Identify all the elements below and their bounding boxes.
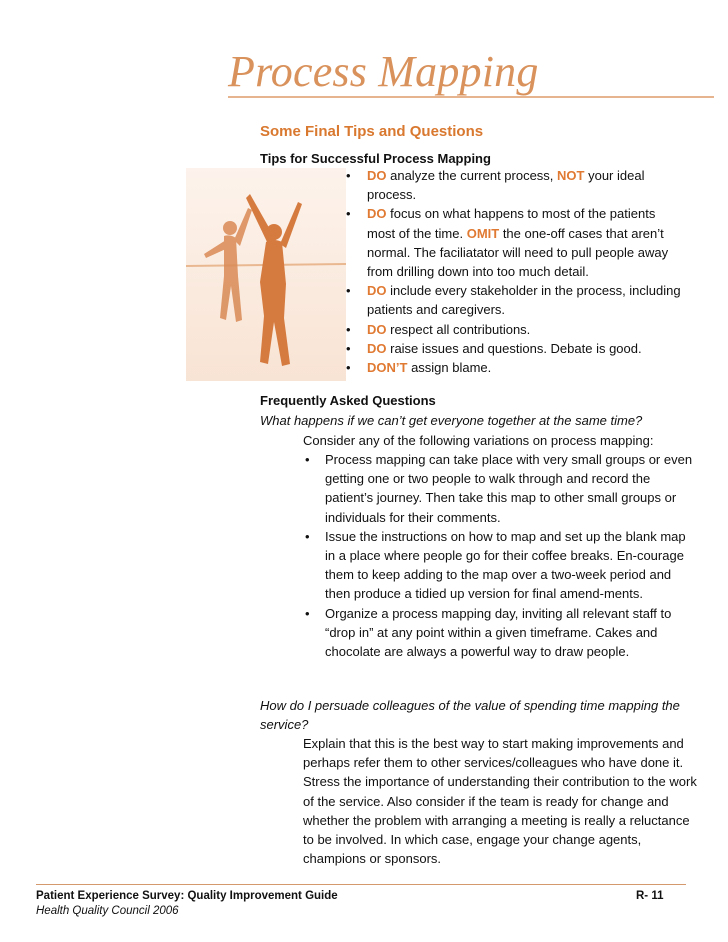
tips-list — [346, 166, 686, 377]
footer-organization: Health Quality Council 2006 — [36, 905, 179, 917]
footer-guide-title: Patient Experience Survey: Quality Improvement Guide — [36, 890, 338, 902]
tip-item: • DO focus on what happens to most of the patients most of the time. OMIT the one-off cases that aren’t normal. The faciliatator will need to pull people away from drilling down into too much detail. — [346, 206, 669, 280]
tip-keyword: NOT — [557, 168, 585, 183]
tips-heading: Tips for Successful Process Mapping — [260, 151, 491, 166]
tip-item: • DON’T assign blame. — [346, 358, 686, 377]
runners-illustration — [186, 168, 346, 381]
list-item: • Issue the instructions on how to map and set up the blank map in a place where people go for their coffee breaks. En-courage them to keep adding to the map over a two-week period and then produce a tidied up version for final amend-ments. — [305, 528, 686, 602]
tip-item: • DO include every stakeholder in the process, including patients and caregivers. — [346, 283, 681, 318]
bullet: • — [346, 340, 351, 356]
tip-lead: DO — [367, 168, 387, 183]
faq-intro: Consider any of the following variations on process mapping: — [303, 433, 654, 448]
page-title: Process Mapping — [228, 47, 539, 96]
bullet: • — [346, 168, 351, 183]
list-item: • Organize a process mapping day, inviting all relevant staff to “drop in” at any point within a given timeframe. Cakes and chocolate are always a powerful way to draw people. — [305, 605, 672, 660]
bullet: • — [305, 528, 310, 544]
tip-keyword: OMIT — [466, 225, 500, 241]
list-item: • Process mapping can take place with very small groups or even getting one or two people to walk through and record the patient’s journey. Then take this map to other small groups or individuals for their comments. — [305, 452, 693, 525]
tip-lead: DO — [367, 283, 387, 299]
bullet: • — [346, 360, 351, 376]
faq-options-list — [303, 450, 693, 661]
bullet: • — [305, 452, 310, 467]
tip-item: • DO respect all contributions. — [346, 320, 686, 339]
tip-lead: DON’T — [367, 360, 408, 376]
tip-item: • DO raise issues and questions. Debate is good. — [346, 339, 686, 358]
tip-lead: DO — [367, 206, 387, 222]
bullet: • — [346, 283, 351, 299]
tip-item: • DO analyze the current process, NOT your ideal process. — [346, 168, 645, 203]
bullet: • — [346, 321, 351, 337]
faq-heading: Frequently Asked Questions — [260, 393, 436, 408]
section-title: Some Final Tips and Questions — [260, 123, 484, 140]
bullet: • — [305, 605, 310, 621]
faq-question: How do I persuade colleagues of the value of spending time mapping the service? — [260, 698, 680, 733]
faq-question: What happens if we can’t get everyone together at the same time? — [260, 413, 643, 428]
footer-rule — [36, 884, 686, 885]
tip-lead: DO — [367, 340, 387, 356]
tip-lead: DO — [367, 321, 387, 337]
title-rule — [228, 96, 714, 98]
bullet: • — [346, 206, 351, 222]
faq-answer: Explain that this is the best way to start making improvements and perhaps refer them to other services/colleagues who have done it. Stress the importance of understanding their contribution to the work of the service. Also consider if the team is ready for change and whether the problem with arranging a meeting is really a reluctance to be involved. In which case, engage your change agents, champions or sponsors. — [303, 736, 697, 867]
page-number: R- 11 — [636, 890, 664, 902]
